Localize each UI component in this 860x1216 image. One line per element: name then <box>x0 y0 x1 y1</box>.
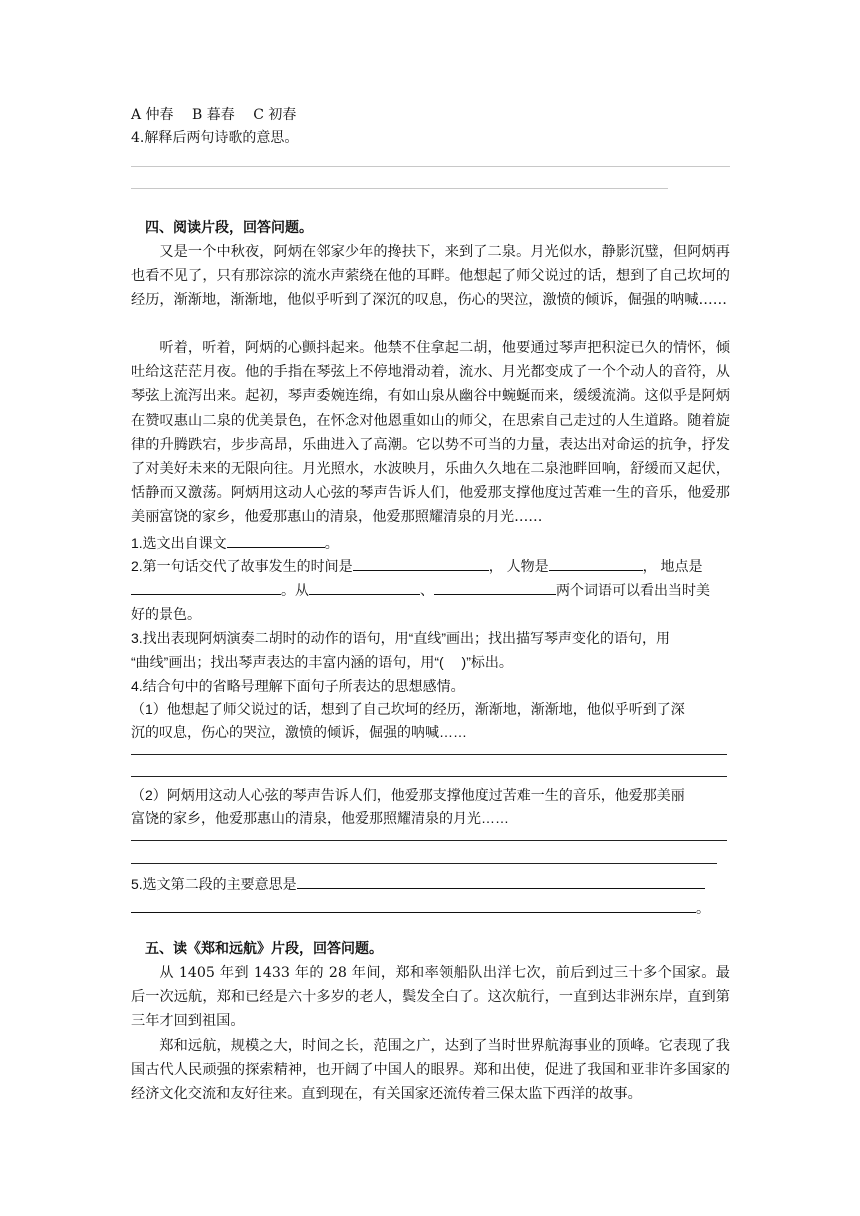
section-4-paragraph-1: 又是一个中秋夜，阿炳在邻家少年的搀扶下，来到了二泉。月光似水，静影沉璧，但阿炳再也看不见了，只有那淙淙的流水声萦绕在他的耳畔。他想起了师父说过的话，想到了自己坎坷的经历，渐渐地，渐渐地，他似乎听到了深沉的叹息，伤心的哭泣，激愤的倾诉，倔强的呐喊…… <box>131 244 730 309</box>
question-4-2-line-1: （2）阿炳用这动人心弦的琴声告诉人们，他爱那支撑他度过苦难一生的音乐，他爱那美丽 <box>131 787 685 803</box>
question-5-line-2 <box>131 896 710 920</box>
answer-line[interactable] <box>131 863 717 864</box>
question-5 <box>131 872 705 896</box>
section-5-heading: 五、读《郑和远航》片段，回答问题。 <box>145 941 383 957</box>
question-3-line-2: “曲线”画出；找出琴声表达的丰富内涵的语句，用“( )”标出。 <box>131 654 513 670</box>
question-2-line-2 <box>131 578 710 602</box>
section-4-heading: 四、阅读片段，回答问题。 <box>145 220 313 236</box>
question-4: 4.结合句中的省略号理解下面句子所表达的思想感情。 <box>131 678 465 694</box>
question-5-label: 5.选文第二段的主要意思是 <box>131 876 297 892</box>
answer-blank[interactable] <box>309 578 420 595</box>
question-2-person-label: ， 人物是 <box>488 558 549 574</box>
answer-blank[interactable] <box>549 554 643 571</box>
question-2-from-label: 。从 <box>281 582 309 598</box>
question-2-line-1 <box>131 554 702 578</box>
question-2-line-3: 好的景色。 <box>131 606 201 622</box>
question-1-label: 1.选文出自课文 <box>131 535 227 551</box>
answer-line[interactable] <box>131 776 727 777</box>
question-4-1-line-2: 沉的叹息，伤心的哭泣，激愤的倾诉，倔强的呐喊…… <box>131 724 467 740</box>
answer-blank[interactable] <box>131 578 281 595</box>
answer-blank[interactable] <box>353 554 489 571</box>
question-1-end: 。 <box>324 535 339 551</box>
answer-blank[interactable] <box>131 896 696 913</box>
question-5-end: 。 <box>696 900 710 916</box>
question-2-place-label: ， 地点是 <box>642 558 703 574</box>
question-3-line-1: 3.找出表现阿炳演奏二胡时的动作的语句，用“直线”画出；找出描写琴声变化的语句，用 <box>131 630 670 646</box>
section-5-paragraph-2: 郑和远航，规模之大，时间之长，范围之广，达到了当时世界航海事业的顶峰。它表现了我国古代人民顽强的探索精神，也开阔了中国人的眼界。郑和出使，促进了我国和亚非许多国家的经济文化交流和友好往来。直到现在，有关国家还流传着三保太监下西洋的故事。 <box>131 1038 730 1103</box>
answer-line[interactable] <box>131 754 727 755</box>
answer-blank[interactable] <box>434 578 556 595</box>
question-4-1-line-1: （1）他想起了师父说过的话，想到了自己坎坷的经历，渐渐地，渐渐地，他似乎听到了深 <box>131 701 685 717</box>
question-2-label: 2.第一句话交代了故事发生的时间是 <box>131 558 353 574</box>
answer-line <box>131 188 668 189</box>
question-2-separator: 、 <box>420 582 434 598</box>
question-4-top: 4.解释后两句诗歌的意思。 <box>131 130 299 146</box>
question-4-2-line-2: 富饶的家乡，他爱那惠山的清泉，他爱那照耀清泉的月光…… <box>131 810 509 826</box>
section-4-paragraph-2: 听着，听着，阿炳的心颤抖起来。他禁不住拿起二胡，他要通过琴声把积淀已久的情怀，倾吐给这茫茫月夜。他的手指在琴弦上不停地滑动着，流水、月光都变成了一个个动人的音符，从琴弦上流泻出来。起初，琴声委婉连绵，有如山泉从幽谷中蜿蜒而来，缓缓流淌。这似乎是阿炳在赞叹惠山二泉的优美景色，在怀念对他恩重如山的师父，在思索自己走过的人生道路。随着旋律的升腾跌宕，步步高昂，乐曲进入了高潮。它以势不可当的力量，表达出对命运的抗争，抒发了对美好未来的无限向往。月光照水，水波映月，乐曲久久地在二泉池畔回响，舒缓而又起伏，恬静而又激荡。阿炳用这动人心弦的琴声告诉人们，他爱那支撑他度过苦难一生的音乐，他爱那美丽富饶的家乡，他爱那惠山的清泉，他爱那照耀清泉的月光…… <box>131 340 730 526</box>
answer-line[interactable] <box>131 840 727 841</box>
section-5-paragraph-1: 从 1405 年到 1433 年的 28 年间，郑和率领船队出洋七次，前后到过三十多个国家。最后一次远航，郑和已经是六十多岁的老人，鬓发全白了。这次航行，一直到达非洲东岸，直到第三年才回到祖国。 <box>131 965 730 1030</box>
choice-options: A 仲春 B 暮春 C 初春 <box>131 107 297 123</box>
question-2-words-label: 两个词语可以看出当时美 <box>556 582 710 598</box>
answer-blank[interactable] <box>297 872 705 889</box>
answer-line <box>131 166 730 167</box>
answer-blank[interactable] <box>227 531 325 548</box>
question-1 <box>131 531 339 555</box>
